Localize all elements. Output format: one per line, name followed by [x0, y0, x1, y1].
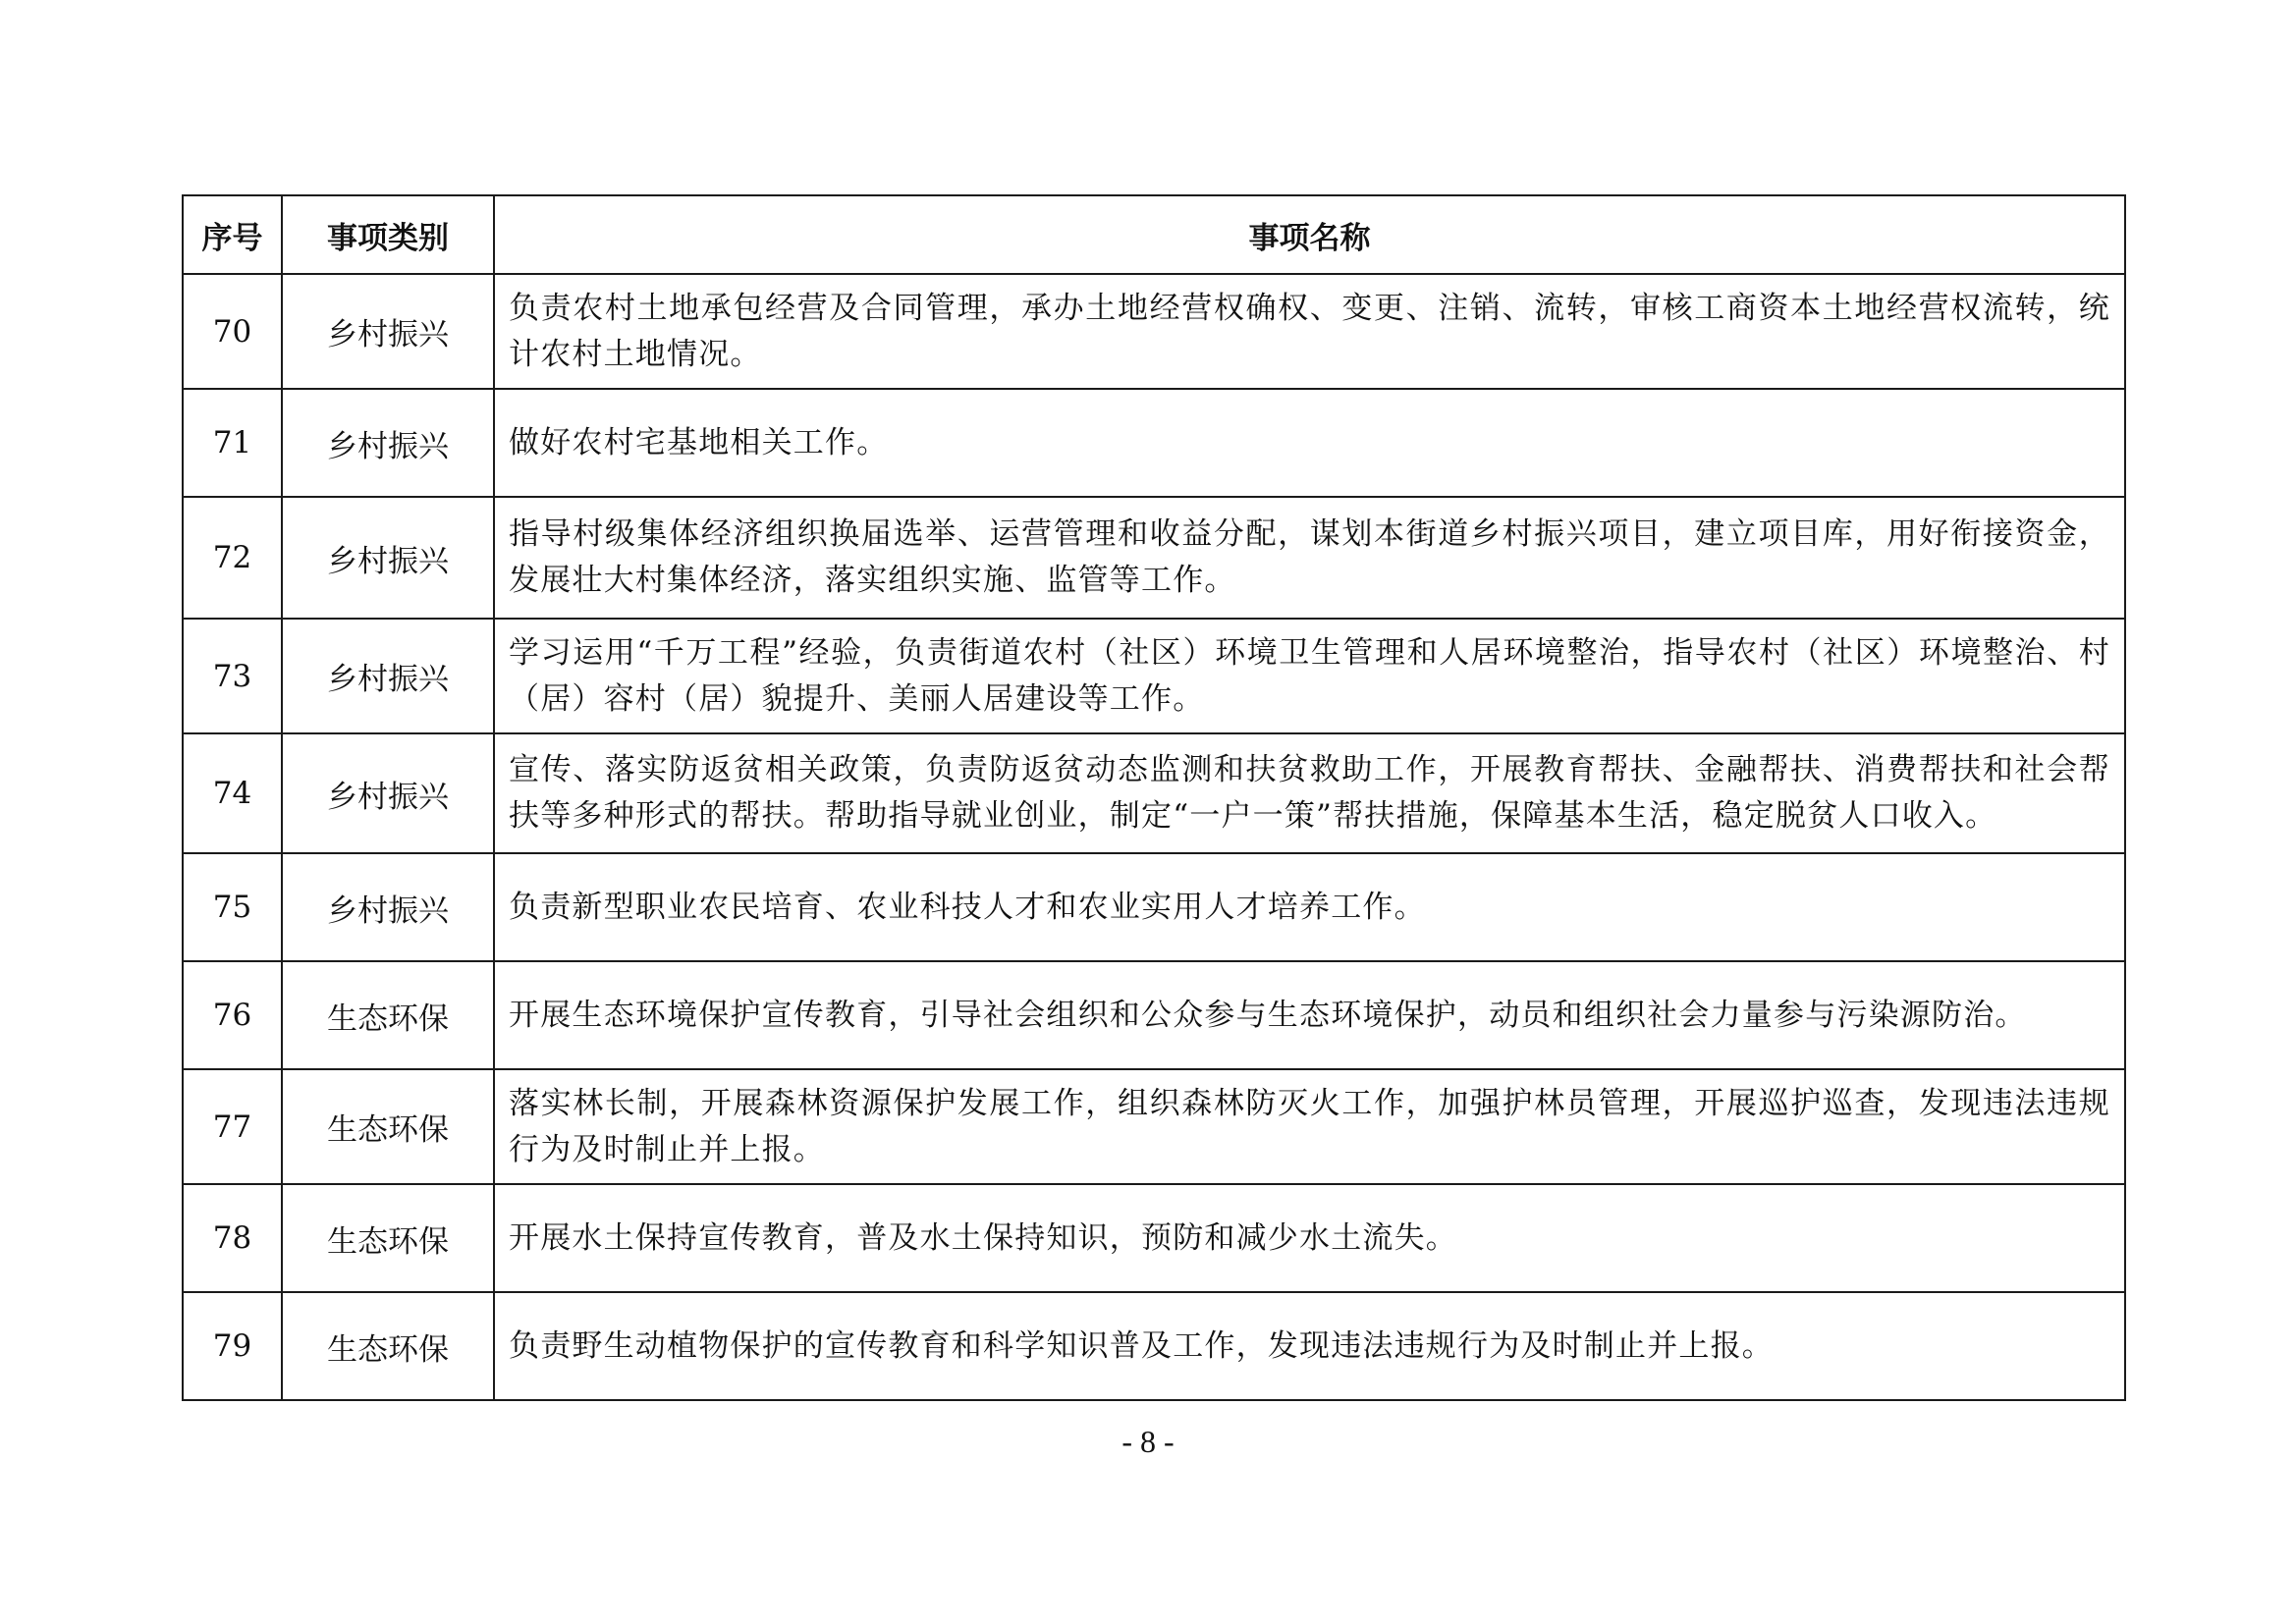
row-name: 开展生态环境保护宣传教育，引导社会组织和公众参与生态环境保护，动员和组织社会力量参与污染源防治。: [494, 961, 2125, 1069]
table-row: [183, 1184, 2125, 1292]
row-no: 75: [183, 853, 282, 961]
row-no: 71: [183, 389, 282, 497]
row-no: 73: [183, 619, 282, 733]
row-category: 乡村振兴: [282, 497, 494, 619]
table-row: [183, 733, 2125, 853]
row-category: 生态环保: [282, 961, 494, 1069]
header-category: 事项类别: [282, 195, 494, 274]
row-no: 79: [183, 1292, 282, 1400]
row-category: 乡村振兴: [282, 274, 494, 389]
row-no: 72: [183, 497, 282, 619]
page-number: - 8 -: [1121, 1424, 1175, 1459]
row-name: 做好农村宅基地相关工作。: [494, 389, 2125, 497]
row-no: 77: [183, 1069, 282, 1184]
table-row: [183, 274, 2125, 389]
row-category: 乡村振兴: [282, 389, 494, 497]
table-row: [183, 497, 2125, 619]
row-name: 负责农村土地承包经营及合同管理，承办土地经营权确权、变更、注销、流转，审核工商资本土地经营权流转，统计农村土地情况。: [494, 274, 2125, 389]
row-name: 学习运用“千万工程”经验，负责街道农村（社区）环境卫生管理和人居环境整治，指导农村（社区）环境整治、村（居）容村（居）貌提升、美丽人居建设等工作。: [494, 619, 2125, 733]
table-row: [183, 619, 2125, 733]
row-name: 负责野生动植物保护的宣传教育和科学知识普及工作，发现违法违规行为及时制止并上报。: [494, 1292, 2125, 1400]
table-row: [183, 961, 2125, 1069]
row-name: 负责新型职业农民培育、农业科技人才和农业实用人才培养工作。: [494, 853, 2125, 961]
row-category: 乡村振兴: [282, 619, 494, 733]
row-category: 乡村振兴: [282, 733, 494, 853]
row-name: 落实林长制，开展森林资源保护发展工作，组织森林防灭火工作，加强护林员管理，开展巡护巡查，发现违法违规行为及时制止并上报。: [494, 1069, 2125, 1184]
table-header-row: [183, 195, 2125, 274]
row-category: 乡村振兴: [282, 853, 494, 961]
row-category: 生态环保: [282, 1069, 494, 1184]
row-no: 76: [183, 961, 282, 1069]
row-category: 生态环保: [282, 1292, 494, 1400]
row-no: 70: [183, 274, 282, 389]
row-name: 宣传、落实防返贫相关政策，负责防返贫动态监测和扶贫救助工作，开展教育帮扶、金融帮扶、消费帮扶和社会帮扶等多种形式的帮扶。帮助指导就业创业，制定“一户一策”帮扶措施，保障基本生活，稳定脱贫人口收入。: [494, 733, 2125, 853]
row-category: 生态环保: [282, 1184, 494, 1292]
row-no: 78: [183, 1184, 282, 1292]
table-row: [183, 389, 2125, 497]
table-row: [183, 853, 2125, 961]
header-no: 序号: [183, 195, 282, 274]
row-name: 开展水土保持宣传教育，普及水土保持知识，预防和减少水土流失。: [494, 1184, 2125, 1292]
row-no: 74: [183, 733, 282, 853]
matters-table: [182, 194, 2126, 1401]
table-row: [183, 1292, 2125, 1400]
header-name: 事项名称: [494, 195, 2125, 274]
table-row: [183, 1069, 2125, 1184]
row-name: 指导村级集体经济组织换届选举、运营管理和收益分配，谋划本街道乡村振兴项目，建立项目库，用好衔接资金，发展壮大村集体经济，落实组织实施、监管等工作。: [494, 497, 2125, 619]
